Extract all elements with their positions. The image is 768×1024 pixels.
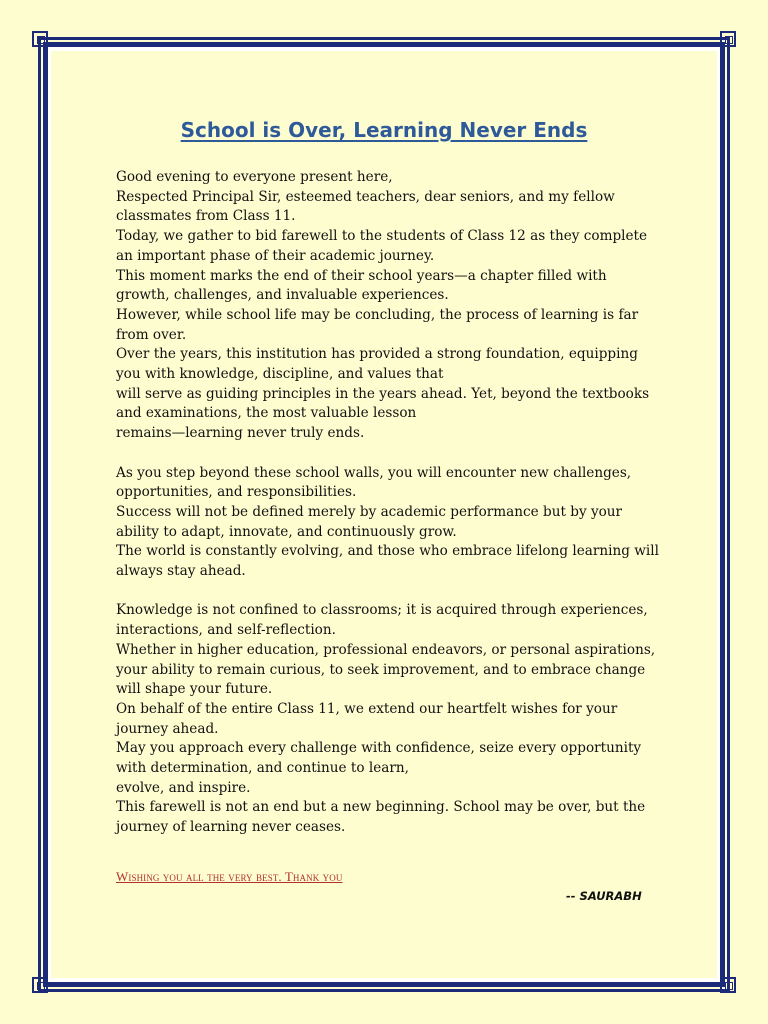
paragraph-spacer	[116, 444, 664, 464]
border-corner-ornament	[32, 31, 48, 47]
paragraph: Good evening to everyone present here,	[116, 169, 393, 185]
speech-body	[116, 168, 664, 838]
document-title: School is Over, Learning Never Ends	[180, 118, 588, 142]
paragraph: remains—learning never truly ends.	[116, 425, 365, 442]
paragraph-spacer	[116, 582, 664, 602]
paragraph: May you approach every challenge with confidence, seize every opportunity with determination, and continue to learn,	[116, 740, 642, 777]
paragraph: evolve, and inspire.	[116, 779, 251, 796]
paragraph: Knowledge is not confined to classrooms; it is acquired through experiences, interactions, and self-reflection.	[116, 602, 648, 639]
paragraph: Today, we gather to bid farewell to the students of Class 12 as they complete an important phase of their academic journey.	[116, 228, 648, 264]
paragraph: will serve as guiding principles in the years ahead. Yet, beyond the textbooks and examinations, the most valuable lesson	[116, 385, 650, 422]
paragraph: However, while school life may be concluding, the process of learning is far from over.	[116, 306, 639, 343]
paragraph: Whether in higher education, professional endeavors, or personal aspirations, your ability to remain curious, to seek improvement, and to embrace change will shape your future.	[116, 641, 656, 698]
signature: -- SAURABH	[566, 889, 642, 903]
paragraph: As you step beyond these school walls, you will encounter new challenges, opportunities, and responsibilities.	[116, 464, 632, 501]
border-corner-ornament	[32, 977, 48, 993]
paragraph: On behalf of the entire Class 11, we extend our heartfelt wishes for your journey ahead.	[116, 700, 618, 737]
paragraph: This moment marks the end of their school years—a chapter filled with growth, challenges, and invaluable experiences.	[116, 267, 607, 304]
paragraph: The world is constantly evolving, and those who embrace lifelong learning will always stay ahead.	[116, 543, 659, 580]
paragraph: This farewell is not an end but a new beginning. School may be over, but the journey of learning never ceases.	[116, 799, 646, 836]
border-corner-ornament	[720, 977, 736, 993]
paragraph: Respected Principal Sir, esteemed teachers, dear seniors, and my fellow classmates from Class 11.	[116, 188, 615, 225]
closing-wish: Wishing you all the very best. Thank you	[116, 869, 343, 884]
paragraph: Over the years, this institution has provided a strong foundation, equipping you with knowledge, discipline, and values that	[116, 346, 638, 383]
paragraph: Success will not be defined merely by academic performance but by your ability to adapt, innovate, and continuously grow.	[116, 503, 623, 540]
border-corner-ornament	[720, 31, 736, 47]
